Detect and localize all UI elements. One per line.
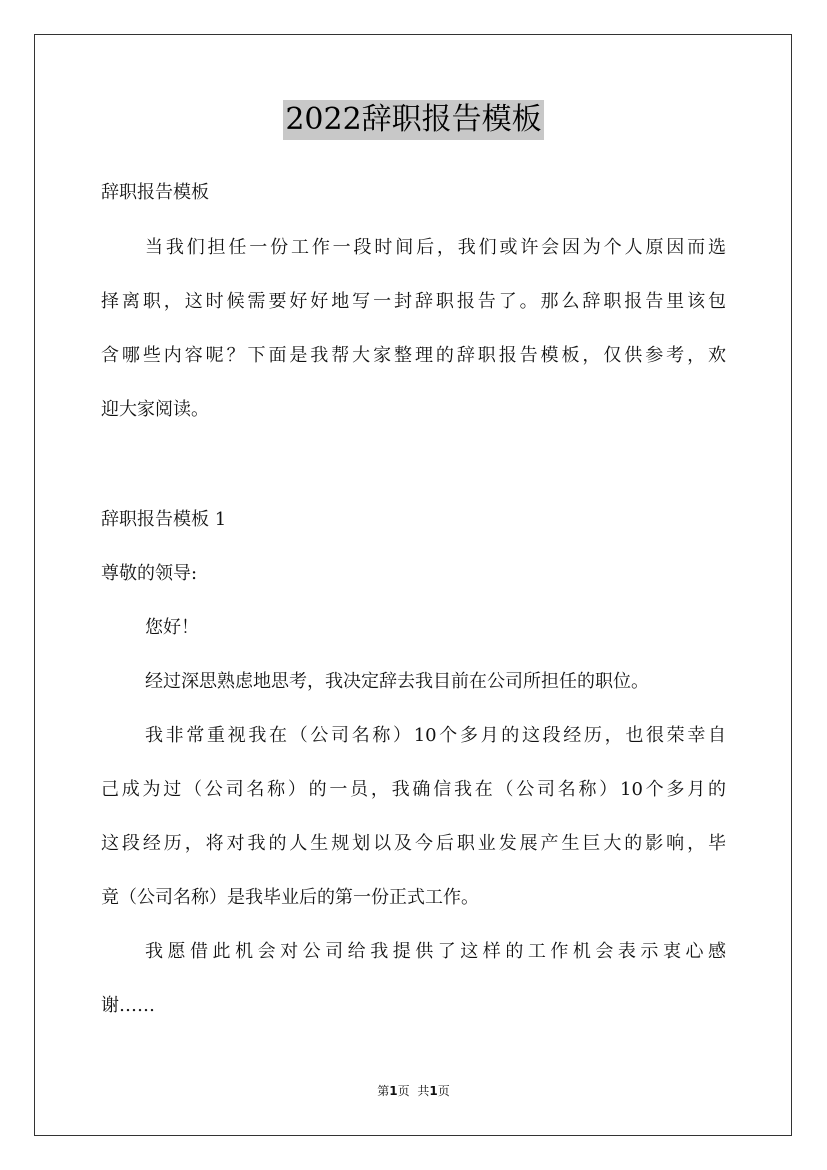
paragraph-2-line: 己成为过（公司名称）的一员，我确信我在（公司名称）10个多月的: [101, 779, 726, 800]
page-prefix: 第: [377, 1084, 390, 1098]
subtitle: 辞职报告模板: [101, 182, 209, 203]
greeting: 您好！: [145, 617, 199, 638]
intro-line: 含哪些内容呢？下面是我帮大家整理的辞职报告模板，仅供参考，欢: [101, 345, 726, 366]
section-heading: 辞职报告模板 1: [101, 509, 227, 530]
total-suffix: 页: [437, 1084, 450, 1098]
page-footer: [0, 1083, 827, 1099]
intro-line: 迎大家阅读。: [101, 399, 209, 420]
salutation: 尊敬的领导:: [101, 563, 198, 584]
total-pages: 1: [429, 1084, 438, 1098]
intro-line: 择离职，这时候需要好好地写一封辞职报告了。那么辞职报告里该包: [101, 291, 726, 312]
paragraph-3-line: 我愿借此机会对公司给我提供了这样的工作机会表示衷心感: [145, 941, 726, 962]
paragraph-1: 经过深思熟虑地思考，我决定辞去我目前在公司所担任的职位。: [145, 671, 649, 692]
page-suffix: 页: [397, 1084, 410, 1098]
paragraph-3-line: 谢……: [101, 995, 155, 1016]
paragraph-2-line: 竟（公司名称）是我毕业后的第一份正式工作。: [101, 887, 479, 908]
intro-line: 当我们担任一份工作一段时间后，我们或许会因为个人原因而选: [145, 237, 726, 258]
total-prefix: 共: [417, 1084, 430, 1098]
page-number: 1: [389, 1084, 398, 1098]
paragraph-2-line: 这段经历，将对我的人生规划以及今后职业发展产生巨大的影响，毕: [101, 833, 726, 854]
title-container: [0, 100, 827, 140]
paragraph-2-line: 我非常重视我在（公司名称）10个多月的这段经历，也很荣幸自: [145, 725, 726, 746]
document-title: 2022辞职报告模板: [283, 100, 543, 140]
